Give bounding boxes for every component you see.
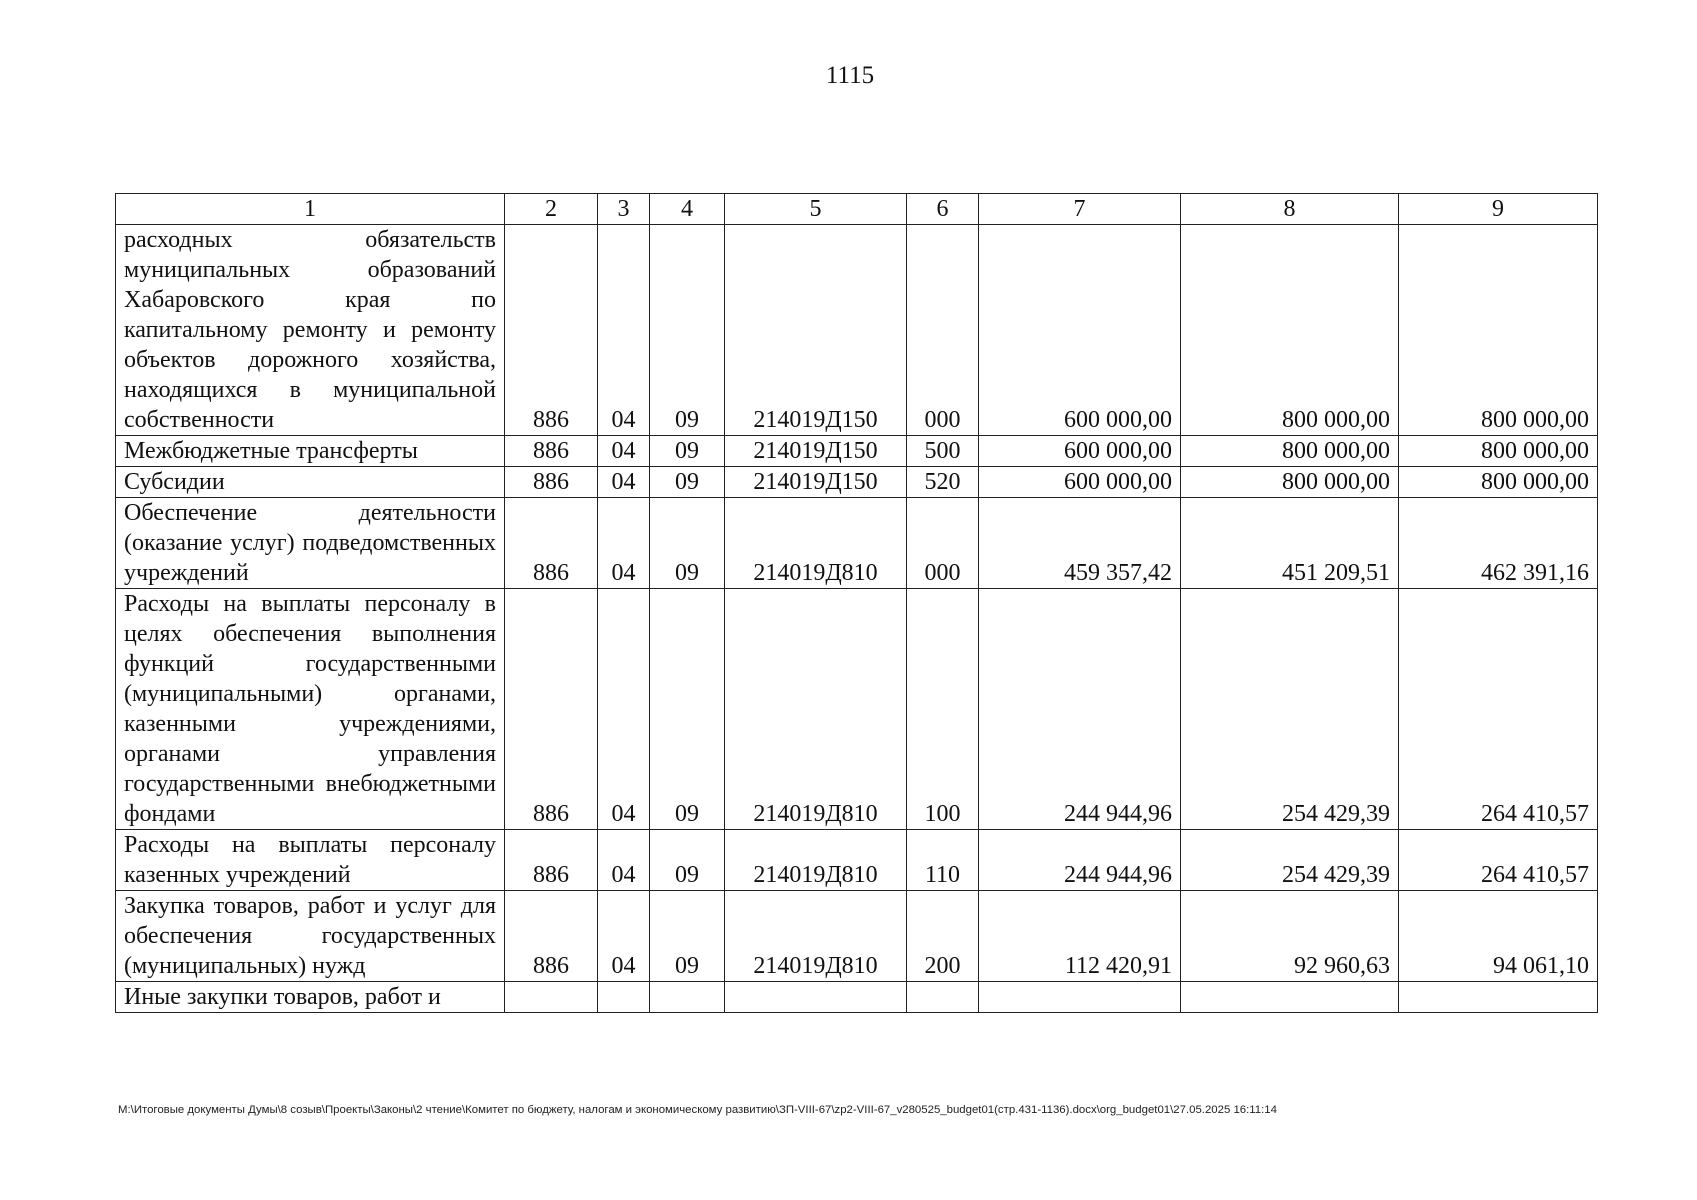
cell-amount-7: 112 420,91 <box>979 891 1181 982</box>
cell-expense-type: 500 <box>907 436 979 467</box>
cell-amount-9: 94 061,10 <box>1399 891 1598 982</box>
col-header-1: 1 <box>116 194 505 225</box>
cell-amount-8: 800 000,00 <box>1181 436 1399 467</box>
cell-amount-9: 264 410,57 <box>1399 589 1598 830</box>
page-number: 1115 <box>825 62 875 89</box>
cell-amount-7: 600 000,00 <box>979 436 1181 467</box>
cell-target-article: 214019Д150 <box>725 467 907 498</box>
cell-section: 04 <box>598 436 650 467</box>
table-row <box>116 225 1598 436</box>
row-description: Закупка товаров, работ и услуг для обеспечения государственных (муниципальных) нужд <box>116 891 505 982</box>
cell-section: 04 <box>598 589 650 830</box>
cell-amount-8: 254 429,39 <box>1181 830 1399 891</box>
cell-ministry-code: 886 <box>505 498 598 589</box>
col-header-3: 3 <box>598 194 650 225</box>
col-header-7: 7 <box>979 194 1181 225</box>
cell-section: 04 <box>598 891 650 982</box>
cell-amount-7: 600 000,00 <box>979 225 1181 436</box>
col-header-8: 8 <box>1181 194 1399 225</box>
table-row <box>116 498 1598 589</box>
cell-section: 04 <box>598 467 650 498</box>
table-row <box>116 436 1598 467</box>
row-description: Расходы на выплаты персоналу в целях обеспечения выполнения функций государственными (муниципальными) органами, казенными учреждениями, органами управления государственными внебюджетными фондами <box>116 589 505 830</box>
cell-section <box>598 982 650 1013</box>
cell-amount-8: 92 960,63 <box>1181 891 1399 982</box>
cell-subsection <box>650 982 725 1013</box>
cell-subsection: 09 <box>650 467 725 498</box>
document-file-path: M:\Итоговые документы Думы\8 созыв\Проекты\Законы\2 чтение\Комитет по бюджету, налогам и экономическому развитию\ЗП-VIII-67\zp2-VIII-67_v280525_budget01(стр.431-1136).docx\org_budget01\27.05.2025 16:11:14 <box>118 1104 1277 1116</box>
cell-expense-type: 100 <box>907 589 979 830</box>
cell-amount-9: 800 000,00 <box>1399 436 1598 467</box>
cell-amount-9: 264 410,57 <box>1399 830 1598 891</box>
cell-expense-type: 000 <box>907 498 979 589</box>
cell-subsection: 09 <box>650 436 725 467</box>
cell-expense-type: 110 <box>907 830 979 891</box>
cell-section: 04 <box>598 830 650 891</box>
cell-amount-7: 244 944,96 <box>979 830 1181 891</box>
cell-target-article <box>725 982 907 1013</box>
budget-table <box>115 193 1598 1013</box>
cell-amount-7: 459 357,42 <box>979 498 1181 589</box>
col-header-6: 6 <box>907 194 979 225</box>
table-row <box>116 891 1598 982</box>
cell-amount-9: 800 000,00 <box>1399 225 1598 436</box>
cell-amount-7: 600 000,00 <box>979 467 1181 498</box>
cell-amount-8: 254 429,39 <box>1181 589 1399 830</box>
cell-amount-8 <box>1181 982 1399 1013</box>
cell-ministry-code: 886 <box>505 891 598 982</box>
cell-subsection: 09 <box>650 830 725 891</box>
cell-section: 04 <box>598 225 650 436</box>
cell-ministry-code: 886 <box>505 830 598 891</box>
col-header-5: 5 <box>725 194 907 225</box>
table-row <box>116 982 1598 1013</box>
cell-amount-9: 462 391,16 <box>1399 498 1598 589</box>
table-row <box>116 467 1598 498</box>
cell-ministry-code: 886 <box>505 589 598 830</box>
col-header-2: 2 <box>505 194 598 225</box>
cell-expense-type: 000 <box>907 225 979 436</box>
cell-subsection: 09 <box>650 589 725 830</box>
cell-target-article: 214019Д810 <box>725 891 907 982</box>
cell-expense-type: 520 <box>907 467 979 498</box>
cell-amount-7: 244 944,96 <box>979 589 1181 830</box>
col-header-4: 4 <box>650 194 725 225</box>
col-header-9: 9 <box>1399 194 1598 225</box>
cell-target-article: 214019Д810 <box>725 589 907 830</box>
cell-amount-9: 800 000,00 <box>1399 467 1598 498</box>
cell-target-article: 214019Д810 <box>725 830 907 891</box>
cell-section: 04 <box>598 498 650 589</box>
cell-ministry-code: 886 <box>505 467 598 498</box>
cell-target-article: 214019Д150 <box>725 436 907 467</box>
row-description: Иные закупки товаров, работ и <box>116 982 505 1013</box>
cell-amount-7 <box>979 982 1181 1013</box>
table-row <box>116 589 1598 830</box>
cell-amount-8: 451 209,51 <box>1181 498 1399 589</box>
cell-target-article: 214019Д810 <box>725 498 907 589</box>
cell-subsection: 09 <box>650 225 725 436</box>
cell-expense-type <box>907 982 979 1013</box>
row-description: расходных обязательств муниципальных образований Хабаровского края по капитальному ремонту и ремонту объектов дорожного хозяйства, находящихся в муниципальной собственности <box>116 225 505 436</box>
cell-subsection: 09 <box>650 498 725 589</box>
row-description: Расходы на выплаты персоналу казенных учреждений <box>116 830 505 891</box>
cell-target-article: 214019Д150 <box>725 225 907 436</box>
row-description: Обеспечение деятельности (оказание услуг) подведомственных учреждений <box>116 498 505 589</box>
cell-ministry-code: 886 <box>505 225 598 436</box>
cell-ministry-code <box>505 982 598 1013</box>
table-row <box>116 830 1598 891</box>
cell-subsection: 09 <box>650 891 725 982</box>
header-row <box>116 194 1598 225</box>
row-description: Субсидии <box>116 467 505 498</box>
cell-amount-8: 800 000,00 <box>1181 225 1399 436</box>
row-description: Межбюджетные трансферты <box>116 436 505 467</box>
cell-amount-8: 800 000,00 <box>1181 467 1399 498</box>
cell-expense-type: 200 <box>907 891 979 982</box>
cell-amount-9 <box>1399 982 1598 1013</box>
cell-ministry-code: 886 <box>505 436 598 467</box>
